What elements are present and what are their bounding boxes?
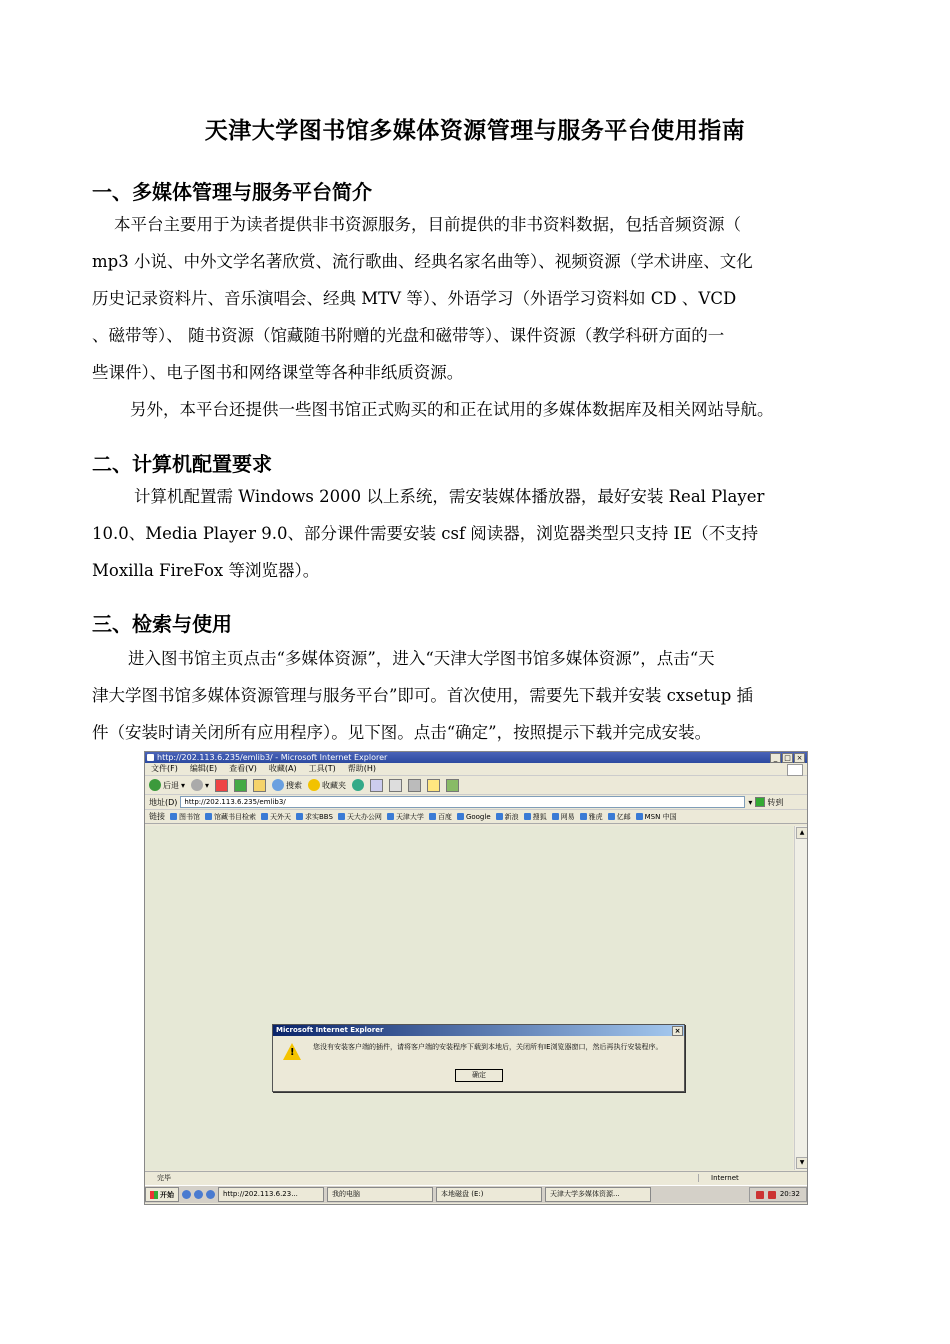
link-icon <box>205 813 212 820</box>
menu-favorites[interactable]: 收藏(A) <box>268 764 297 773</box>
link-item[interactable]: 搜狐 <box>524 812 547 822</box>
address-dropdown-icon[interactable]: ▾ <box>748 797 753 807</box>
link-item[interactable]: 天大办公网 <box>338 812 382 822</box>
ie-window-screenshot <box>144 751 808 1205</box>
section-heading-3: 三、检索与使用 <box>92 612 232 636</box>
dialog-message: 您没有安装客户端的插件，请将客户端的安装程序下载到本地后，关闭所有IE浏览器窗口，然后再执行安装程序。 <box>313 1043 663 1051</box>
page-content-area <box>145 826 793 1170</box>
scroll-up-icon[interactable]: ▲ <box>796 827 808 839</box>
link-icon <box>261 813 268 820</box>
clock: 20:32 <box>779 1190 800 1198</box>
text-line: 另外，本平台还提供一些图书馆正式购买的和正在试用的多媒体数据库及相关网站导航。 <box>130 400 774 419</box>
ie-titlebar <box>145 752 807 763</box>
edit-icon[interactable] <box>408 779 421 792</box>
taskbar <box>145 1185 807 1203</box>
link-icon <box>580 813 587 820</box>
folder-icon[interactable] <box>427 779 440 792</box>
link-item[interactable]: 亿邮 <box>608 812 631 822</box>
links-bar <box>145 810 807 824</box>
menu-file[interactable]: 文件(F) <box>151 764 178 773</box>
dialog-close-icon[interactable]: × <box>672 1026 683 1036</box>
section-body-1 <box>92 206 860 428</box>
link-item[interactable]: 雅虎 <box>580 812 603 822</box>
close-icon[interactable]: × <box>794 753 805 763</box>
vertical-scrollbar[interactable] <box>794 826 807 1170</box>
windows-flag-icon <box>150 1191 158 1199</box>
back-label: 后退 <box>163 780 179 790</box>
section-heading-1: 一、多媒体管理与服务平台简介 <box>92 180 372 204</box>
link-item[interactable]: 图书馆 <box>170 812 200 822</box>
dialog-ok-button[interactable]: 确定 <box>455 1069 503 1082</box>
start-button[interactable]: 开始 <box>145 1187 179 1202</box>
text-line: 计算机配置需 Windows 2000 以上系统，需安装媒体播放器，最好安装 Real Player <box>134 487 765 506</box>
warning-icon: ! <box>283 1043 301 1060</box>
link-icon <box>296 813 303 820</box>
go-arrow-icon <box>755 797 765 807</box>
tray-icon[interactable] <box>768 1191 776 1199</box>
system-tray <box>749 1187 807 1202</box>
text-line: 些课件）、电子图书和网络课堂等各种非纸质资源。 <box>92 363 464 382</box>
address-input[interactable]: http://202.113.6.235/emlib3/ <box>180 796 745 808</box>
tray-icon[interactable] <box>756 1191 764 1199</box>
link-icon <box>429 813 436 820</box>
forward-button[interactable]: ▾ <box>191 779 209 791</box>
home-icon[interactable] <box>253 779 266 792</box>
maximize-icon[interactable]: □ <box>782 753 793 763</box>
menu-tools[interactable]: 工具(T) <box>308 764 336 773</box>
windows-logo-icon <box>787 764 803 776</box>
text-line: 津大学图书馆多媒体资源管理与服务平台”即可。首次使用，需要先下载并安装 cxsetup 插 <box>92 686 754 705</box>
dialog-title: Microsoft Internet Explorer × <box>273 1025 684 1036</box>
link-icon <box>636 813 643 820</box>
link-item[interactable]: 网易 <box>552 812 575 822</box>
toolbar <box>145 776 807 795</box>
text-line: 历史记录资料片、音乐演唱会、经典 MTV 等）、外语学习（外语学习资料如 CD 、VCD <box>92 289 737 308</box>
media-icon[interactable] <box>352 779 364 791</box>
favorites-button[interactable] <box>308 779 346 791</box>
link-item[interactable]: 求实BBS <box>296 812 333 822</box>
link-icon <box>338 813 345 820</box>
section-body-3 <box>92 640 860 751</box>
menu-view[interactable]: 查看(V) <box>229 764 257 773</box>
refresh-icon[interactable] <box>234 779 247 792</box>
search-label: 搜索 <box>286 780 303 790</box>
link-icon <box>457 813 464 820</box>
scroll-down-icon[interactable]: ▼ <box>796 1157 808 1169</box>
print-icon[interactable] <box>389 779 402 792</box>
link-icon <box>387 813 394 820</box>
link-icon <box>170 813 177 820</box>
go-label: 转到 <box>767 797 784 807</box>
text-line: Moxilla FireFox 等浏览器）。 <box>92 561 320 580</box>
menu-bar <box>145 763 807 776</box>
favorites-label: 收藏夹 <box>322 780 347 790</box>
link-icon <box>524 813 531 820</box>
back-arrow-icon <box>149 779 161 791</box>
text-line: 、磁带等）、 随书资源（馆藏随书附赠的光盘和磁带等）、课件资源（教学科研方面的一 <box>92 326 725 345</box>
section-body-2 <box>92 478 860 589</box>
link-icon <box>552 813 559 820</box>
text-line: 10.0、Media Player 9.0、部分课件需要安装 csf 阅读器，浏览器类型只支持 IE（不支持 <box>92 524 759 543</box>
link-item[interactable]: 百度 <box>429 812 452 822</box>
taskbar-item[interactable]: 本地磁盘 (E:) <box>436 1187 542 1202</box>
mail-icon[interactable] <box>370 779 383 792</box>
address-label: 地址(D) <box>149 797 178 807</box>
ie-icon <box>147 754 154 761</box>
address-bar <box>145 795 807 810</box>
forward-arrow-icon <box>191 779 203 791</box>
stop-icon[interactable] <box>215 779 228 792</box>
text-line: mp3 小说、中外文学名著欣赏、流行歌曲、经典名家名曲等）、视频资源（学术讲座、文化 <box>92 252 753 271</box>
link-item[interactable]: Google <box>457 813 491 821</box>
taskbar-item[interactable]: 我的电脑 <box>327 1187 433 1202</box>
link-item[interactable]: 馆藏书目检索 <box>205 812 256 822</box>
alert-dialog <box>272 1024 685 1092</box>
quick-launch <box>182 1190 215 1199</box>
status-zone: Internet <box>698 1174 807 1182</box>
section-heading-2: 二、计算机配置要求 <box>92 452 272 476</box>
link-item[interactable]: 新浪 <box>496 812 519 822</box>
text-line: 进入图书馆主页点击“多媒体资源”，进入“天津大学图书馆多媒体资源”，点击“天 <box>128 649 715 668</box>
search-button[interactable] <box>272 779 302 791</box>
link-icon <box>496 813 503 820</box>
links-label: 链接 <box>149 812 165 821</box>
back-button[interactable]: 后退 ▾ <box>149 779 185 791</box>
search-icon <box>272 779 284 791</box>
link-item[interactable]: 天外天 <box>261 812 291 822</box>
go-button[interactable] <box>755 797 783 808</box>
status-bar <box>145 1171 807 1184</box>
link-icon <box>608 813 615 820</box>
status-text: 完毕 <box>157 1174 171 1182</box>
window-title: http://202.113.6.235/emlib3/ - Microsoft Internet Explorer <box>157 753 388 762</box>
text-line: 本平台主要用于为读者提供非书资源服务，目前提供的非书资料数据，包括音频资源（ <box>114 215 741 234</box>
menu-help[interactable]: 帮助(H) <box>347 764 376 773</box>
taskbar-item[interactable]: 天津大学多媒体资源... <box>545 1187 651 1202</box>
quicklaunch-icon[interactable] <box>206 1190 215 1199</box>
link-item[interactable]: 天津大学 <box>387 812 424 822</box>
menu-edit[interactable]: 编辑(E) <box>189 764 218 773</box>
quicklaunch-icon[interactable] <box>182 1190 191 1199</box>
text-line: 件（安装时请关闭所有应用程序）。见下图。点击“确定”，按照提示下载并完成安装。 <box>92 723 712 742</box>
document-title: 天津大学图书馆多媒体资源管理与服务平台使用指南 <box>204 117 746 144</box>
taskbar-item[interactable]: http://202.113.6.23... <box>218 1187 324 1202</box>
star-icon <box>308 779 320 791</box>
minimize-icon[interactable]: _ <box>770 753 781 763</box>
quicklaunch-icon[interactable] <box>194 1190 203 1199</box>
messenger-icon[interactable] <box>446 779 459 792</box>
link-item[interactable]: MSN 中国 <box>636 812 677 822</box>
